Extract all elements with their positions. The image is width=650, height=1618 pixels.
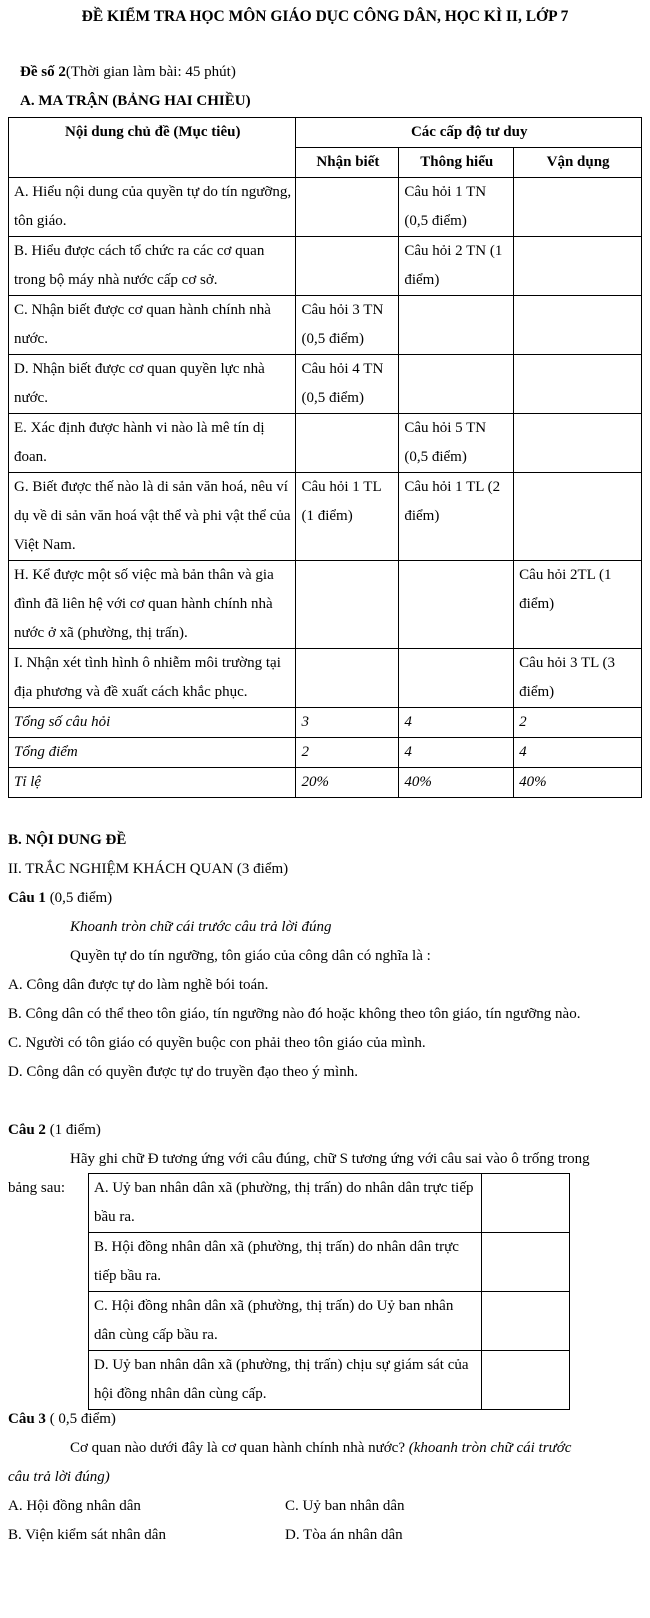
header-col: Vận dụng — [514, 148, 642, 178]
totals-cell: 20% — [296, 768, 399, 798]
q1-instruction: Khoanh tròn chữ cái trước câu trả lời đúng — [70, 919, 332, 935]
q1-points: (0,5 điểm) — [45, 890, 113, 906]
q1-stem: Quyền tự do tín ngưỡng, tôn giáo của công dân có nghĩa là : — [70, 948, 431, 964]
matrix-cell — [296, 237, 399, 296]
q2-row — [89, 1233, 570, 1292]
exam-time: (Thời gian làm bài: 45 phút) — [65, 64, 236, 80]
q2-statement: D. Uỷ ban nhân dân xã (phường, thị trấn) chịu sự giám sát của hội đồng nhân dân cùng cấp. — [89, 1351, 482, 1410]
matrix-cell: Câu hỏi 1 TL (1 điểm) — [296, 473, 399, 561]
totals-row — [9, 708, 642, 738]
exam-number: Đề số 2 — [20, 64, 66, 80]
exam-info — [20, 58, 650, 87]
matrix-cell — [296, 414, 399, 473]
q1-label: Câu 1 — [8, 890, 46, 906]
matrix-row — [9, 296, 642, 355]
q1-option: D. Công dân có quyền được tự do truyền đạo theo ý mình. — [8, 1064, 358, 1080]
totals-row — [9, 738, 642, 768]
totals-label: Tổng số câu hỏi — [9, 708, 296, 738]
q2-answer-box[interactable] — [482, 1233, 570, 1292]
matrix-row — [9, 237, 642, 296]
q2-heading — [8, 1116, 650, 1145]
matrix-cell: Câu hỏi 1 TL (2 điểm) — [399, 473, 514, 561]
part-2-heading: II. TRẮC NGHIỆM KHÁCH QUAN (3 điểm) — [8, 861, 289, 877]
q2-stem: Hãy ghi chữ Đ tương ứng với câu đúng, chữ S tương ứng với câu sai vào ô trống trong bảng sau: — [8, 1151, 590, 1196]
q3-option: C. Uỷ ban nhân dân — [285, 1498, 405, 1514]
matrix-row — [9, 355, 642, 414]
matrix-topic: I. Nhận xét tình hình ô nhiễm môi trường tại địa phương và đề xuất cách khắc phục. — [9, 649, 296, 708]
matrix-topic: C. Nhận biết được cơ quan hành chính nhà nước. — [9, 296, 296, 355]
q2-label: Câu 2 — [8, 1122, 46, 1138]
totals-cell: 4 — [514, 738, 642, 768]
totals-cell: 4 — [399, 708, 514, 738]
q1-options — [8, 971, 590, 1087]
document-title: ĐỀ KIỂM TRA HỌC MÔN GIÁO DỤC CÔNG DÂN, HỌC KÌ II, LỚP 7 — [81, 8, 569, 25]
q3-stem-text: Cơ quan nào dưới đây là cơ quan hành chính nhà nước? — [70, 1440, 409, 1456]
matrix-row — [9, 178, 642, 237]
totals-label: Tổng điểm — [9, 738, 296, 768]
matrix-cell: Câu hỏi 1 TN (0,5 điểm) — [399, 178, 514, 237]
q3-stem — [8, 1434, 590, 1492]
q2-answer-box[interactable] — [482, 1174, 570, 1233]
q3-label: Câu 3 — [8, 1411, 46, 1427]
header-col: Nhận biết — [296, 148, 399, 178]
matrix-topic: D. Nhận biết được cơ quan quyền lực nhà nước. — [9, 355, 296, 414]
q3-option: A. Hội đồng nhân dân — [8, 1498, 141, 1514]
totals-cell: 40% — [514, 768, 642, 798]
matrix-cell: Câu hỏi 3 TN (0,5 điểm) — [296, 296, 399, 355]
q3-points: ( 0,5 điểm) — [45, 1411, 116, 1427]
totals-cell: 2 — [514, 708, 642, 738]
q2-statement: A. Uỷ ban nhân dân xã (phường, thị trấn) do nhân dân trực tiếp bầu ra. — [89, 1174, 482, 1233]
matrix-topic: B. Hiểu được cách tổ chức ra các cơ quan trong bộ máy nhà nước cấp cơ sở. — [9, 237, 296, 296]
q1-option: B. Công dân có thể theo tôn giáo, tín ngưỡng nào đó hoặc không theo tôn giáo, tín ngưỡng nào. — [8, 1006, 581, 1022]
q2-answer-box[interactable] — [482, 1351, 570, 1410]
matrix-cell — [399, 296, 514, 355]
q2-row — [89, 1292, 570, 1351]
q1-heading — [8, 884, 650, 913]
matrix-row — [9, 414, 642, 473]
matrix-cell: Câu hỏi 4 TN (0,5 điểm) — [296, 355, 399, 414]
matrix-cell — [514, 296, 642, 355]
matrix-cell — [296, 649, 399, 708]
matrix-cell — [514, 473, 642, 561]
matrix-cell — [514, 414, 642, 473]
q2-row — [89, 1351, 570, 1410]
matrix-cell — [514, 237, 642, 296]
q3-heading — [8, 1405, 650, 1434]
matrix-table — [8, 117, 642, 798]
matrix-cell — [296, 561, 399, 649]
totals-row — [9, 768, 642, 798]
matrix-row — [9, 561, 642, 649]
matrix-row — [9, 473, 642, 561]
totals-cell: 2 — [296, 738, 399, 768]
matrix-topic: H. Kể được một số việc mà bản thân và gia đình đã liên hệ với cơ quan hành chính nhà nước ở xã (phường, thị trấn). — [9, 561, 296, 649]
q1-option: C. Người có tôn giáo có quyền buộc con phải theo tôn giáo của mình. — [8, 1035, 426, 1051]
matrix-cell: Câu hỏi 2 TN (1 điểm) — [399, 237, 514, 296]
totals-cell: 40% — [399, 768, 514, 798]
matrix-cell — [399, 561, 514, 649]
matrix-topic: G. Biết được thế nào là di sản văn hoá, nêu ví dụ về di sản văn hoá vật thể và phi vật thể của Việt Nam. — [9, 473, 296, 561]
section-b-heading: B. NỘI DUNG ĐỀ — [8, 832, 127, 848]
header-col: Thông hiểu — [399, 148, 514, 178]
matrix-row — [9, 649, 642, 708]
q3-instruction: (khoanh tròn chữ cái trước câu trả lời đúng) — [8, 1440, 572, 1485]
totals-label: Tỉ lệ — [9, 768, 296, 798]
totals-cell: 3 — [296, 708, 399, 738]
matrix-cell — [399, 649, 514, 708]
q2-statement: B. Hội đồng nhân dân xã (phường, thị trấn) do nhân dân trực tiếp bầu ra. — [89, 1233, 482, 1292]
matrix-cell — [399, 355, 514, 414]
q2-row — [89, 1174, 570, 1233]
section-a-heading: A. MA TRẬN (BẢNG HAI CHIỀU) — [20, 93, 251, 109]
header-topic: Nội dung chủ đề (Mục tiêu) — [9, 118, 296, 178]
totals-cell: 4 — [399, 738, 514, 768]
q2-points: (1 điểm) — [45, 1122, 101, 1138]
q3-option: D. Tòa án nhân dân — [285, 1527, 403, 1543]
matrix-cell: Câu hỏi 5 TN (0,5 điểm) — [399, 414, 514, 473]
q2-statement: C. Hội đồng nhân dân xã (phường, thị trấn) do Uỷ ban nhân dân cùng cấp bầu ra. — [89, 1292, 482, 1351]
matrix-cell — [514, 178, 642, 237]
matrix-cell: Câu hỏi 3 TL (3 điểm) — [514, 649, 642, 708]
header-levels: Các cấp độ tư duy — [296, 118, 642, 148]
q2-table — [88, 1173, 570, 1410]
q2-answer-box[interactable] — [482, 1292, 570, 1351]
q1-option: A. Công dân được tự do làm nghề bói toán. — [8, 977, 269, 993]
matrix-cell: Câu hỏi 2TL (1 điểm) — [514, 561, 642, 649]
matrix-cell — [514, 355, 642, 414]
matrix-topic: A. Hiểu nội dung của quyền tự do tín ngưỡng, tôn giáo. — [9, 178, 296, 237]
q3-option: B. Viện kiểm sát nhân dân — [8, 1527, 166, 1543]
matrix-cell — [296, 178, 399, 237]
matrix-topic: E. Xác định được hành vi nào là mê tín dị đoan. — [9, 414, 296, 473]
